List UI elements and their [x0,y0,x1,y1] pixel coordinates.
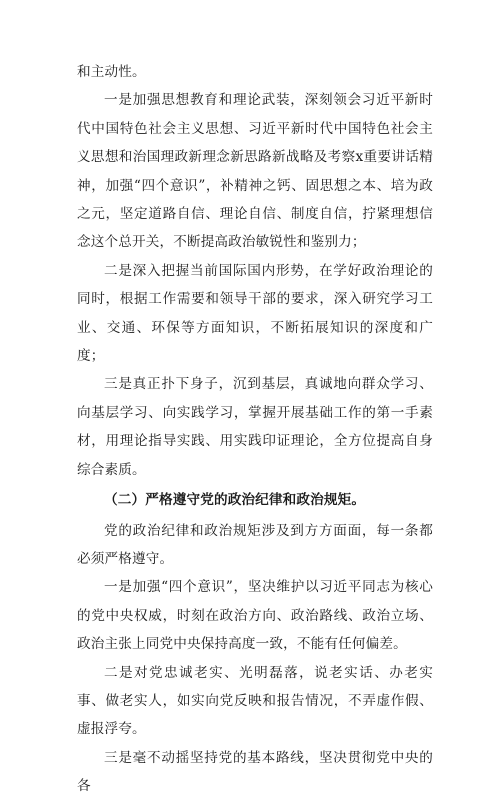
paragraph: 三是真正扑下身子，沉到基层，真诚地向群众学习、向基层学习、向实践学习，掌握开展基础工作的第一手素材，用理论指导实践、用实践印证理论，全方位提高自身综合素质。 [77,376,433,478]
paragraph: 二是深入把握当前国际国内形势，在学好政治理论的同时，根据工作需要和领导干部的要求，深入研究学习工业、交通、环保等方面知识，不断拓展知识的深度和广度； [77,262,433,365]
paragraph: 和主动性。 [77,64,146,80]
document-body [77,58,433,801]
section-heading: （二）严格遵守党的政治纪律和政治规矩。 [104,492,366,509]
paragraph: 一是加强“四个意识”，坚决维护以习近平同志为核心的党中央权威，时刻在政治方向、政治路线、政治立场、政治主张上同党中央保持高度一致，不能有任何偏差。 [77,579,433,653]
paragraph: 三是毫不动摇坚持党的基本路线，坚决贯彻党中央的各 [77,749,433,795]
paragraph: 二是对党忠诚老实、光明磊落，说老实话、办老实事、做老实人，如实向党反映和报告情况，不弄虚作假、虚报浮夸。 [77,664,433,738]
paragraph: 一是加强思想教育和理论武装，深刻领会习近平新时代中国特色社会主义思想、习近平新时代中国特色社会主义思想和治国理政新理念新思路新战略及考察x重要讲话精神，加强“四个意识”，补精神之钙、固思想之本、培为政之元，坚定道路自信、理论自信、制度自信，拧紧理想信念这个总开关，不断提高政治敏锐性和鉴别力； [77,92,433,251]
paragraph: 党的政治纪律和政治规矩涉及到方方面面，每一条都必须严格遵守。 [77,522,433,567]
